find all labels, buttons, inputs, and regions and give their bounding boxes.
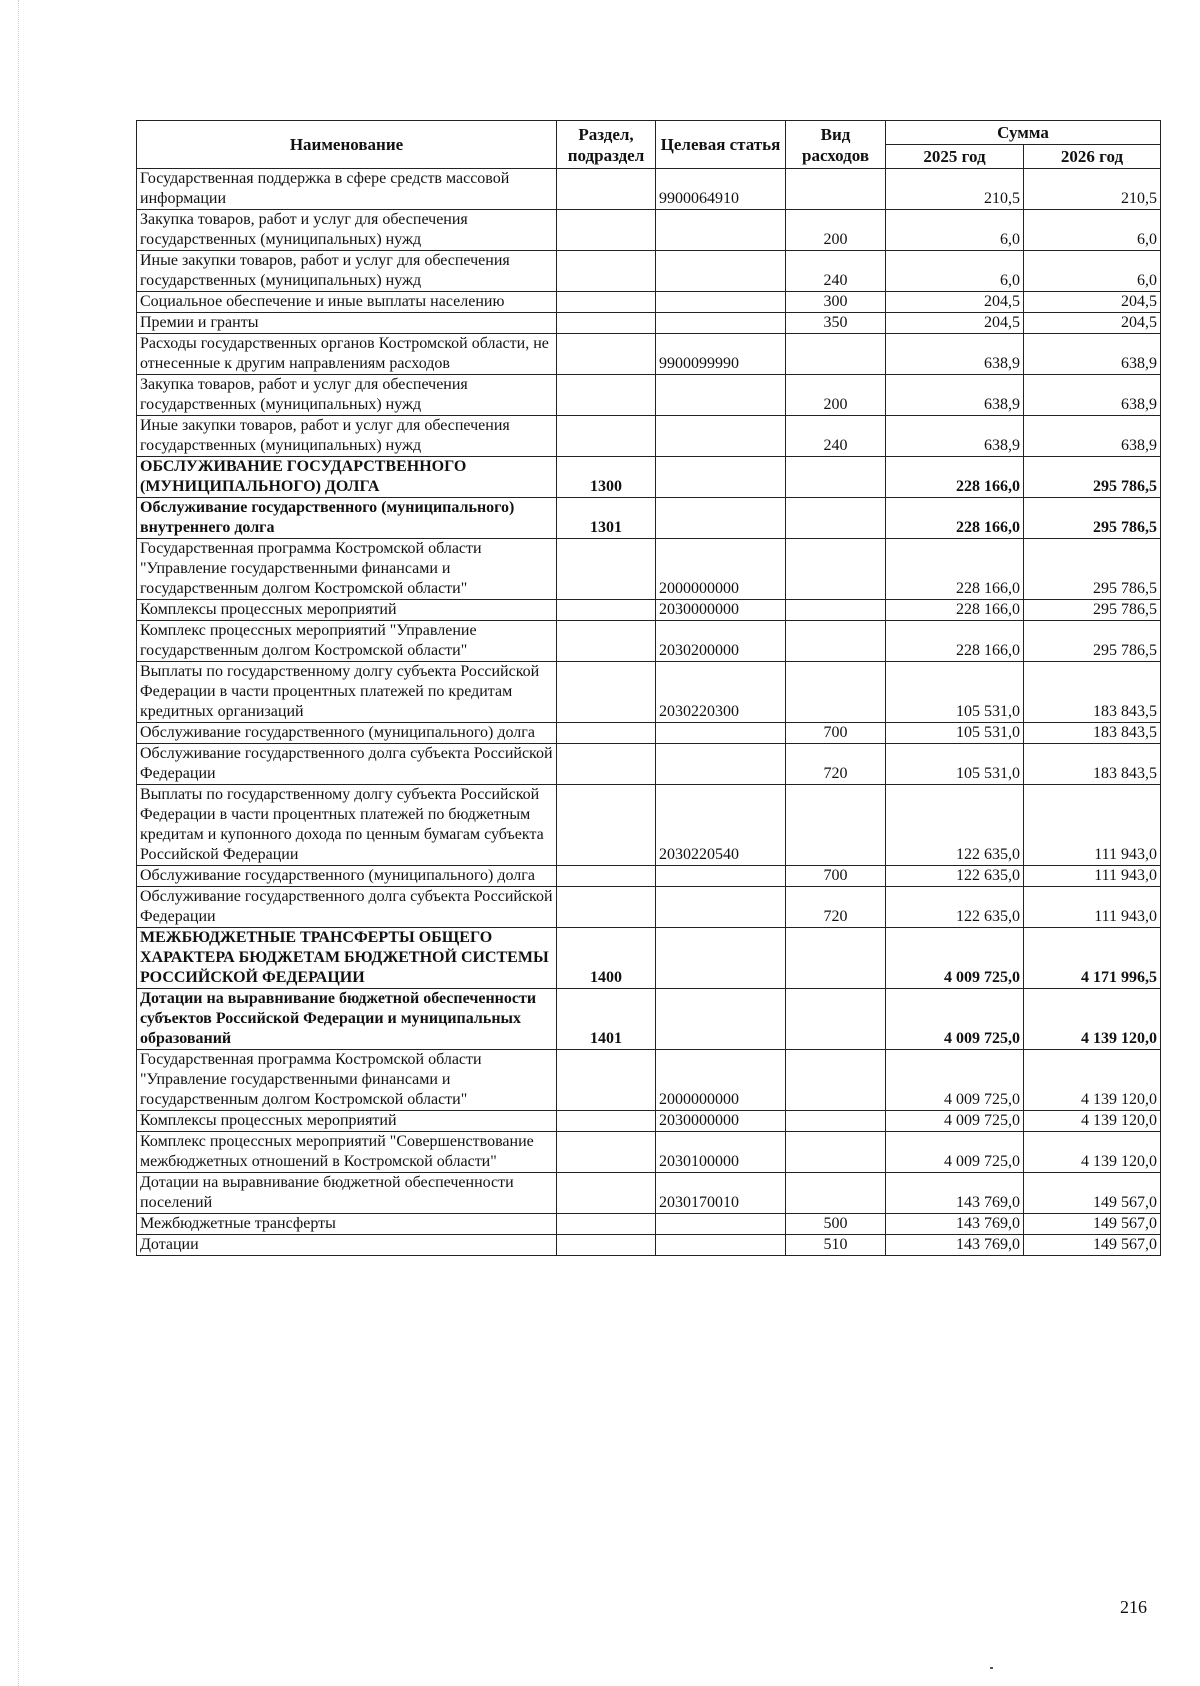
cell-target: 2030000000 [656, 1111, 786, 1132]
cell-razdel [557, 1173, 656, 1214]
cell-razdel [557, 662, 656, 723]
header-year-2025: 2025 год [886, 145, 1024, 169]
cell-2026: 638,9 [1024, 416, 1161, 457]
cell-razdel [557, 723, 656, 744]
cell-name: Расходы государственных органов Костромской области, не отнесенные к другим направлениям расходов [137, 334, 557, 375]
cell-2025: 228 166,0 [886, 457, 1024, 498]
cell-name: Комплексы процессных мероприятий [137, 1111, 557, 1132]
cell-name: Межбюджетные трансферты [137, 1214, 557, 1235]
cell-2026: 149 567,0 [1024, 1235, 1161, 1256]
cell-2026: 149 567,0 [1024, 1214, 1161, 1235]
cell-2025: 228 166,0 [886, 600, 1024, 621]
cell-2026: 111 943,0 [1024, 785, 1161, 866]
cell-vid: 700 [786, 866, 886, 887]
header-year-2026: 2026 год [1024, 145, 1161, 169]
cell-target: 2000000000 [656, 1050, 786, 1111]
cell-2025: 105 531,0 [886, 744, 1024, 785]
cell-target [656, 744, 786, 785]
cell-name: Комплекс процессных мероприятий "Управление государственным долгом Костромской области" [137, 621, 557, 662]
cell-vid [786, 989, 886, 1050]
cell-2025: 4 009 725,0 [886, 1050, 1024, 1111]
table-row [137, 1173, 1161, 1214]
table-body [137, 169, 1161, 1256]
header-target: Целевая статья [656, 121, 786, 169]
cell-target [656, 292, 786, 313]
cell-target [656, 457, 786, 498]
table-row [137, 744, 1161, 785]
cell-target [656, 375, 786, 416]
cell-target [656, 416, 786, 457]
cell-vid [786, 1173, 886, 1214]
cell-2026: 295 786,5 [1024, 457, 1161, 498]
table-row [137, 334, 1161, 375]
cell-vid: 300 [786, 292, 886, 313]
cell-razdel [557, 313, 656, 334]
cell-target: 2030220300 [656, 662, 786, 723]
cell-2026: 4 139 120,0 [1024, 1050, 1161, 1111]
cell-vid: 240 [786, 416, 886, 457]
cell-2025: 105 531,0 [886, 662, 1024, 723]
page-number: 216 [1120, 1597, 1147, 1617]
cell-name: Обслуживание государственного (муниципального) долга [137, 866, 557, 887]
cell-2026: 295 786,5 [1024, 498, 1161, 539]
cell-2025: 4 009 725,0 [886, 1132, 1024, 1173]
cell-name: Обслуживание государственного долга субъекта Российской Федерации [137, 744, 557, 785]
table-row [137, 1235, 1161, 1256]
cell-name: Закупка товаров, работ и услуг для обеспечения государственных (муниципальных) нужд [137, 210, 557, 251]
cell-razdel [557, 292, 656, 313]
cell-vid: 720 [786, 887, 886, 928]
cell-name: Государственная программа Костромской области "Управление государственными финансами и государственным долгом Костромской области" [137, 539, 557, 600]
table-row [137, 785, 1161, 866]
cell-target [656, 723, 786, 744]
cell-razdel [557, 600, 656, 621]
cell-vid: 200 [786, 210, 886, 251]
header-razdel: Раздел, подраздел [557, 121, 656, 169]
cell-target [656, 251, 786, 292]
cell-razdel [557, 1235, 656, 1256]
cell-vid [786, 1132, 886, 1173]
cell-name: Иные закупки товаров, работ и услуг для обеспечения государственных (муниципальных) нужд [137, 416, 557, 457]
cell-2025: 638,9 [886, 334, 1024, 375]
table-row [137, 313, 1161, 334]
table-header [137, 121, 1161, 169]
cell-name: Обслуживание государственного (муниципального) внутреннего долга [137, 498, 557, 539]
cell-target: 2030000000 [656, 600, 786, 621]
cell-target [656, 1235, 786, 1256]
table-row [137, 1132, 1161, 1173]
cell-vid [786, 539, 886, 600]
table-row [137, 292, 1161, 313]
cell-razdel: 1401 [557, 989, 656, 1050]
cell-2026: 111 943,0 [1024, 866, 1161, 887]
table-row [137, 662, 1161, 723]
cell-target: 9900064910 [656, 169, 786, 210]
cell-2025: 4 009 725,0 [886, 928, 1024, 989]
page-edge-line [18, 0, 20, 1686]
cell-name: Обслуживание государственного (муниципального) долга [137, 723, 557, 744]
cell-2025: 6,0 [886, 251, 1024, 292]
cell-vid [786, 334, 886, 375]
cell-vid: 700 [786, 723, 886, 744]
cell-target [656, 313, 786, 334]
cell-name: Дотации на выравнивание бюджетной обеспеченности субъектов Российской Федерации и муниципальных образований [137, 989, 557, 1050]
cell-razdel [557, 621, 656, 662]
cell-2025: 143 769,0 [886, 1214, 1024, 1235]
cell-razdel [557, 785, 656, 866]
cell-name: Комплекс процессных мероприятий "Совершенствование межбюджетных отношений в Костромской области" [137, 1132, 557, 1173]
cell-2025: 143 769,0 [886, 1235, 1024, 1256]
cell-name: Социальное обеспечение и иные выплаты населению [137, 292, 557, 313]
cell-2025: 4 009 725,0 [886, 989, 1024, 1050]
cell-vid [786, 621, 886, 662]
cell-name: МЕЖБЮДЖЕТНЫЕ ТРАНСФЕРТЫ ОБЩЕГО ХАРАКТЕРА БЮДЖЕТАМ БЮДЖЕТНОЙ СИСТЕМЫ РОССИЙСКОЙ ФЕДЕРАЦИИ [137, 928, 557, 989]
cell-name: Выплаты по государственному долгу субъекта Российской Федерации в части процентных платежей по кредитам кредитных организаций [137, 662, 557, 723]
cell-2026: 183 843,5 [1024, 744, 1161, 785]
cell-2025: 105 531,0 [886, 723, 1024, 744]
cell-2025: 143 769,0 [886, 1173, 1024, 1214]
cell-razdel [557, 251, 656, 292]
cell-razdel [557, 210, 656, 251]
cell-target [656, 989, 786, 1050]
cell-2026: 111 943,0 [1024, 887, 1161, 928]
cell-vid [786, 457, 886, 498]
cell-2026: 295 786,5 [1024, 539, 1161, 600]
cell-2025: 228 166,0 [886, 498, 1024, 539]
cell-name: Комплексы процессных мероприятий [137, 600, 557, 621]
cell-2026: 183 843,5 [1024, 662, 1161, 723]
cell-target [656, 928, 786, 989]
table-row [137, 1050, 1161, 1111]
cell-name: Дотации на выравнивание бюджетной обеспеченности поселений [137, 1173, 557, 1214]
cell-vid [786, 785, 886, 866]
cell-target: 2030100000 [656, 1132, 786, 1173]
cell-vid [786, 498, 886, 539]
cell-2025: 204,5 [886, 313, 1024, 334]
cell-2026: 4 139 120,0 [1024, 1132, 1161, 1173]
cell-razdel: 1400 [557, 928, 656, 989]
budget-table [136, 120, 1161, 1256]
table-row [137, 251, 1161, 292]
scan-artifact [990, 1667, 993, 1669]
cell-razdel [557, 1132, 656, 1173]
table-row [137, 210, 1161, 251]
table-row [137, 169, 1161, 210]
table-row [137, 1214, 1161, 1235]
header-summa: Сумма [886, 121, 1161, 145]
cell-razdel [557, 334, 656, 375]
cell-name: Дотации [137, 1235, 557, 1256]
cell-2025: 122 635,0 [886, 887, 1024, 928]
cell-vid: 720 [786, 744, 886, 785]
cell-2026: 6,0 [1024, 251, 1161, 292]
cell-target [656, 887, 786, 928]
header-vid: Вид расходов [786, 121, 886, 169]
cell-2025: 638,9 [886, 416, 1024, 457]
cell-vid [786, 600, 886, 621]
cell-target [656, 866, 786, 887]
cell-razdel [557, 169, 656, 210]
cell-target: 2030220540 [656, 785, 786, 866]
cell-vid [786, 662, 886, 723]
table-row [137, 866, 1161, 887]
cell-razdel: 1301 [557, 498, 656, 539]
table-row [137, 928, 1161, 989]
cell-2026: 4 139 120,0 [1024, 989, 1161, 1050]
cell-name: Выплаты по государственному долгу субъекта Российской Федерации в части процентных платежей по бюджетным кредитам и купонного дохода по ценным бумагам субъекта Российской Федерации [137, 785, 557, 866]
cell-2025: 122 635,0 [886, 785, 1024, 866]
cell-vid [786, 169, 886, 210]
table-row [137, 989, 1161, 1050]
cell-2026: 4 139 120,0 [1024, 1111, 1161, 1132]
table-row [137, 1111, 1161, 1132]
table-row [137, 375, 1161, 416]
cell-razdel [557, 744, 656, 785]
cell-razdel [557, 1050, 656, 1111]
cell-name: Обслуживание государственного долга субъекта Российской Федерации [137, 887, 557, 928]
cell-2025: 228 166,0 [886, 539, 1024, 600]
table-row [137, 416, 1161, 457]
cell-vid [786, 1050, 886, 1111]
cell-2025: 4 009 725,0 [886, 1111, 1024, 1132]
cell-vid: 510 [786, 1235, 886, 1256]
cell-razdel [557, 1111, 656, 1132]
cell-target: 2000000000 [656, 539, 786, 600]
cell-name: ОБСЛУЖИВАНИЕ ГОСУДАРСТВЕННОГО (МУНИЦИПАЛЬНОГО) ДОЛГА [137, 457, 557, 498]
cell-razdel: 1300 [557, 457, 656, 498]
cell-name: Закупка товаров, работ и услуг для обеспечения государственных (муниципальных) нужд [137, 375, 557, 416]
cell-razdel [557, 539, 656, 600]
cell-name: Премии и гранты [137, 313, 557, 334]
cell-2025: 228 166,0 [886, 621, 1024, 662]
table-row [137, 457, 1161, 498]
cell-name: Государственная поддержка в сфере средств массовой информации [137, 169, 557, 210]
cell-target [656, 498, 786, 539]
cell-2026: 204,5 [1024, 292, 1161, 313]
cell-name: Иные закупки товаров, работ и услуг для обеспечения государственных (муниципальных) нужд [137, 251, 557, 292]
cell-vid: 200 [786, 375, 886, 416]
table-row [137, 621, 1161, 662]
cell-2026: 4 171 996,5 [1024, 928, 1161, 989]
cell-2026: 295 786,5 [1024, 600, 1161, 621]
cell-target [656, 1214, 786, 1235]
table-row [137, 539, 1161, 600]
cell-2026: 149 567,0 [1024, 1173, 1161, 1214]
cell-vid [786, 1111, 886, 1132]
table-row [137, 887, 1161, 928]
cell-2025: 638,9 [886, 375, 1024, 416]
cell-2026: 183 843,5 [1024, 723, 1161, 744]
cell-2026: 204,5 [1024, 313, 1161, 334]
table-row [137, 723, 1161, 744]
cell-target: 9900099990 [656, 334, 786, 375]
cell-razdel [557, 416, 656, 457]
cell-razdel [557, 866, 656, 887]
cell-2026: 638,9 [1024, 375, 1161, 416]
cell-2025: 122 635,0 [886, 866, 1024, 887]
cell-target [656, 210, 786, 251]
table-row [137, 600, 1161, 621]
cell-2026: 210,5 [1024, 169, 1161, 210]
cell-vid: 500 [786, 1214, 886, 1235]
cell-2025: 6,0 [886, 210, 1024, 251]
cell-2026: 6,0 [1024, 210, 1161, 251]
cell-vid [786, 928, 886, 989]
cell-razdel [557, 375, 656, 416]
cell-razdel [557, 887, 656, 928]
cell-vid: 240 [786, 251, 886, 292]
cell-name: Государственная программа Костромской области "Управление государственными финансами и государственным долгом Костромской области" [137, 1050, 557, 1111]
table-row [137, 498, 1161, 539]
cell-target: 2030170010 [656, 1173, 786, 1214]
cell-target: 2030200000 [656, 621, 786, 662]
cell-vid: 350 [786, 313, 886, 334]
cell-2025: 204,5 [886, 292, 1024, 313]
cell-2026: 638,9 [1024, 334, 1161, 375]
cell-2026: 295 786,5 [1024, 621, 1161, 662]
cell-2025: 210,5 [886, 169, 1024, 210]
header-name: Наименование [137, 121, 557, 169]
cell-razdel [557, 1214, 656, 1235]
